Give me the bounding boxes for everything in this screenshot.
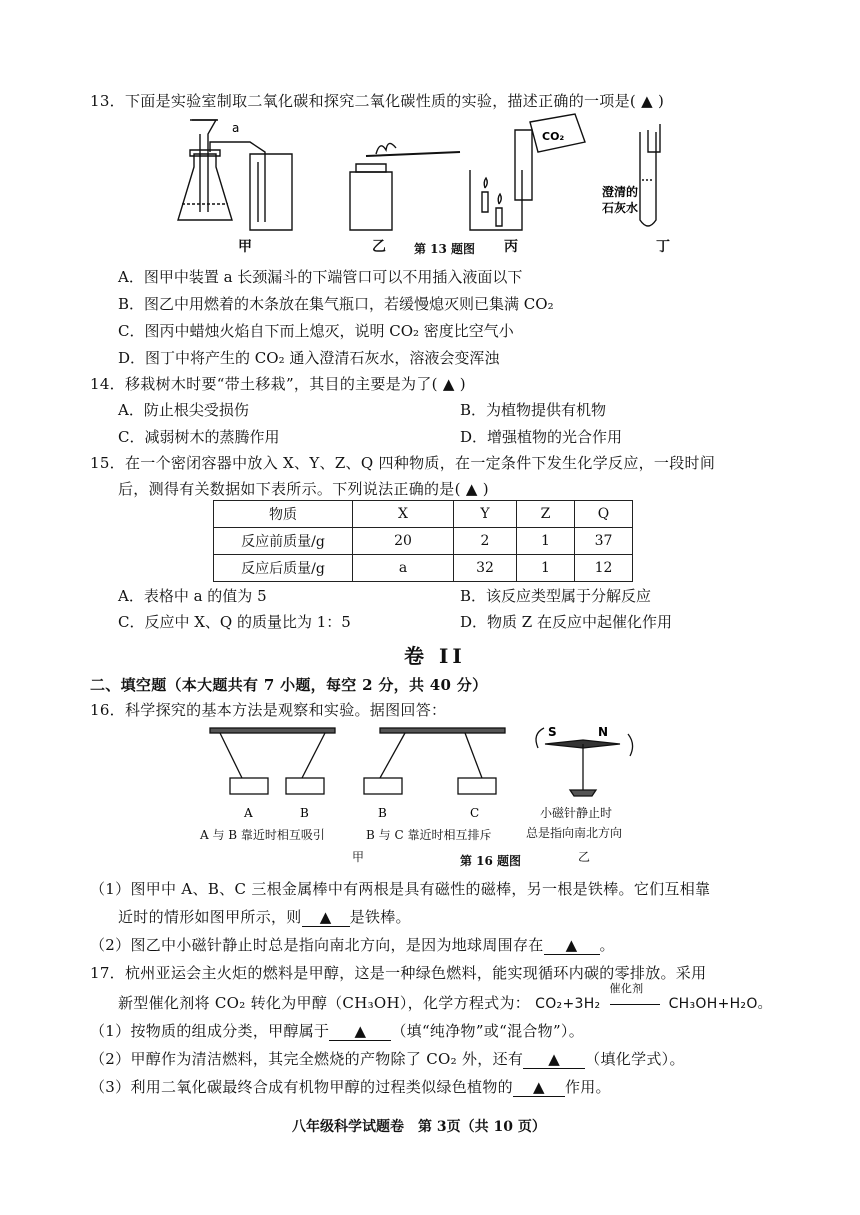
table-cell: 12: [575, 555, 633, 582]
rod-b: [286, 778, 324, 794]
fig-label-co2: CO₂: [542, 130, 565, 143]
q16-sub1-line1: （1）图甲中 A、B、C 三根金属棒中有两根是具有磁性的磁棒，另一根是铁棒。它们互相靠: [90, 880, 711, 898]
q13-option-c: C．图丙中蜡烛火焰自下而上熄灭，说明 CO₂ 密度比空气小: [118, 322, 514, 340]
table-header-cell: Y: [454, 501, 517, 528]
equation-right: CH₃OH+H₂O。: [668, 996, 772, 1012]
table-row: [214, 555, 633, 582]
q15-stem-line2: 后，测得有关数据如下表所示。下列说法正确的是( ▲ ): [118, 480, 489, 498]
conical-flask: [178, 154, 232, 220]
table-header-cell: Z: [517, 501, 575, 528]
equation-left: CO₂+3H₂: [535, 996, 601, 1012]
q15-option-c: C．反应中 X、Q 的质量比为 1：5: [118, 613, 351, 631]
q16-sub1-line2: [118, 906, 411, 927]
table-header-cell: 物质: [214, 501, 353, 528]
q13-figure: [170, 112, 710, 252]
equation-arrow: [606, 982, 664, 1012]
q17-sub3: [90, 1076, 611, 1097]
q13-stem: 13．下面是实验室制取二氧化碳和探究二氧化碳性质的实验，描述正确的一项是( ▲ ): [90, 92, 665, 110]
fig-name-ding: 丁: [656, 239, 670, 255]
long-neck-funnel: [192, 120, 216, 212]
table-header-row: [214, 501, 633, 528]
fig16-desc-mid: B 与 C 靠近时相互排斥: [366, 828, 492, 842]
table-cell: 反应后质量/g: [214, 555, 353, 582]
q15-option-d: D．物质 Z 在反应中起催化作用: [460, 613, 672, 631]
q15-data-table: [213, 500, 633, 582]
table-cell: 2: [454, 528, 517, 555]
fig-name-bing: 丙: [504, 239, 518, 255]
q14-option-d: D．增强植物的光合作用: [460, 428, 623, 446]
answer-blank[interactable]: ▲: [302, 908, 350, 927]
fig16-needle-line1: 小磁针静止时: [540, 806, 613, 820]
section-heading: 二、填空题（本大题共有 7 小题，每空 2 分，共 40 分）: [90, 676, 488, 694]
q17-sub2-tail: （填化学式）。: [585, 1050, 685, 1068]
q14-option-c: C．减弱树木的蒸腾作用: [118, 428, 280, 446]
q17-sub2: [90, 1048, 685, 1069]
fig-label-limewater-2: 石灰水: [602, 201, 639, 215]
q13-option-a: A．图甲中装置 a 长颈漏斗的下端管口可以不用插入液面以下: [118, 268, 523, 286]
fig13-caption: 第 13 题图: [414, 242, 476, 256]
table-cell: 1: [517, 555, 575, 582]
q16-sub2-tail: 。: [599, 936, 615, 954]
table-header-cell: Q: [575, 501, 633, 528]
fig16-needle-line2: 总是指向南北方向: [526, 826, 623, 840]
table-cell: 反应前质量/g: [214, 528, 353, 555]
fig-name-jia: 甲: [238, 239, 252, 255]
label-s: S: [548, 725, 557, 739]
q17-stem-line2: [118, 982, 772, 1013]
rod-a: [230, 778, 268, 794]
label-a: A: [244, 806, 253, 820]
table-cell: a: [353, 555, 454, 582]
rod-c: [458, 778, 496, 794]
q17-sub3-text: （3）利用二氧化碳最终合成有机物甲醇的过程类似绿色植物的: [90, 1078, 513, 1096]
answer-blank[interactable]: ▲: [329, 1022, 391, 1041]
q17-sub3-tail: 作用。: [564, 1078, 611, 1096]
q17-stem-text: 新型催化剂将 CO₂ 转化为甲醇（CH₃OH），化学方程式为：: [118, 994, 531, 1012]
label-n: N: [598, 725, 609, 739]
table-header-cell: X: [353, 501, 454, 528]
fig16-desc-left: A 与 B 靠近时相互吸引: [200, 828, 325, 842]
q17-sub1-text: （1）按物质的组成分类，甲醇属于: [90, 1022, 330, 1040]
q15-stem-line1: 15．在一个密闭容器中放入 X、Y、Z、Q 四种物质，在一定条件下发生化学反应，一段时间: [90, 454, 716, 472]
q17-sub1: [90, 1020, 584, 1041]
q16-stem: 16．科学探究的基本方法是观察和实验。据图回答：: [90, 701, 447, 719]
q14-option-a: A．防止根尖受损伤: [118, 401, 249, 419]
q13-option-b: B．图乙中用燃着的木条放在集气瓶口，若缓慢熄灭则已集满 CO₂: [118, 295, 554, 313]
q16-sub1-text: 近时的情形如图甲所示，则: [118, 908, 302, 926]
fig-label-a: a: [232, 121, 240, 135]
gas-jar-2: [350, 172, 392, 230]
burning-stick: [366, 152, 460, 156]
section-title: 卷 II: [404, 644, 466, 668]
q17-sub1-tail: （填“纯净物”或“混合物”）。: [391, 1022, 585, 1040]
table-cell: 1: [517, 528, 575, 555]
gas-jar-1: [250, 154, 292, 230]
fig16-jia: 甲: [352, 850, 365, 864]
q17-stem-line1: 17．杭州亚运会主火炬的燃料是甲醇，这是一种绿色燃料，能实现循环内碳的零排放。采用: [90, 964, 707, 982]
fig-label-limewater-1: 澄清的: [602, 185, 639, 199]
q17-sub2-text: （2）甲醇作为清洁燃料，其完全燃烧的产物除了 CO₂ 外，还有: [90, 1050, 524, 1068]
table-cell: 32: [454, 555, 517, 582]
q13-option-d: D．图丁中将产生的 CO₂ 通入澄清石灰水，溶液会变浑浊: [118, 349, 500, 367]
q16-sub2-text: （2）图乙中小磁针静止时总是指向南北方向，是因为地球周围存在: [90, 936, 544, 954]
table-cell: 20: [353, 528, 454, 555]
label-b: B: [300, 806, 309, 820]
q14-option-b: B．为植物提供有机物: [460, 401, 607, 419]
answer-blank[interactable]: ▲: [513, 1078, 565, 1097]
table-cell: 37: [575, 528, 633, 555]
answer-blank[interactable]: ▲: [523, 1050, 585, 1069]
fig16-caption: 第 16 题图: [460, 854, 522, 868]
q14-stem: 14．移栽树木时要“带土移栽”，其目的主要是为了( ▲ ): [90, 375, 466, 393]
catalyst-label: 催化剂: [609, 982, 644, 995]
table-row: [214, 528, 633, 555]
q16-sub1-tail: 是铁棒。: [349, 908, 411, 926]
fig16-yi: 乙: [578, 850, 591, 864]
q15-option-b: B．该反应类型属于分解反应: [460, 587, 652, 605]
rod-b-2: [364, 778, 402, 794]
q16-sub2: [90, 934, 615, 955]
answer-blank[interactable]: ▲: [544, 936, 600, 955]
q15-option-a: A．表格中 a 的值为 5: [118, 587, 267, 605]
fig-name-yi: 乙: [372, 239, 386, 255]
label-c: C: [470, 806, 480, 820]
label-b-2: B: [378, 806, 387, 820]
page-footer: 八年级科学试题卷 第 3页（共 10 页）: [292, 1119, 546, 1135]
